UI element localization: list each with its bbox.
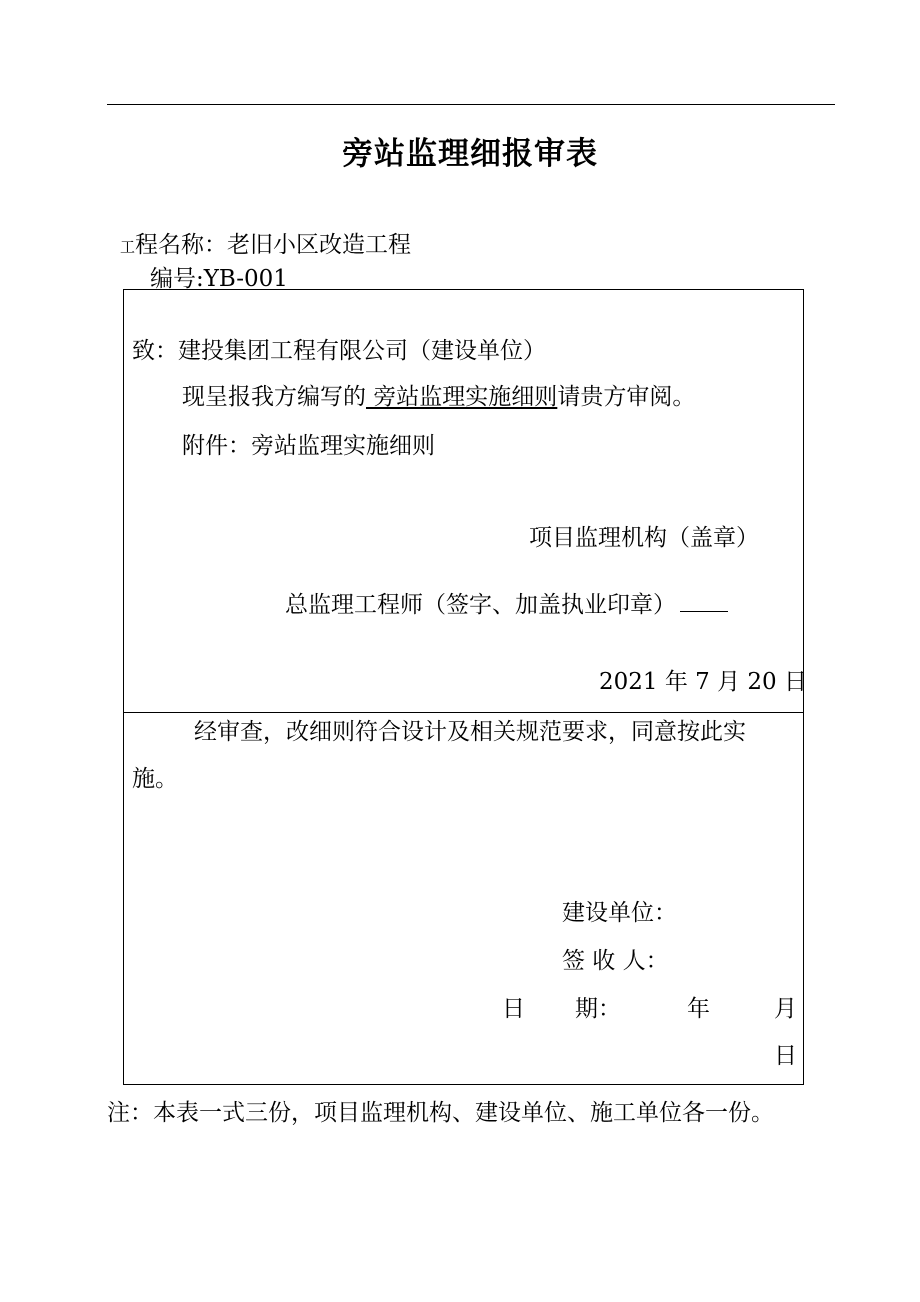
attachment-line: 附件：旁站监理实施细则: [182, 433, 435, 459]
project-name-line: [120, 226, 411, 259]
footnote: 注：本表一式三份，项目监理机构、建设单位、施工单位各一份。: [107, 1100, 774, 1126]
construction-unit-label: 建设单位：: [562, 900, 677, 926]
review-day-label: 日: [774, 1043, 797, 1069]
supervision-org-seal: 项目监理机构（盖章）: [529, 525, 759, 551]
signature-blank[interactable]: [680, 591, 728, 612]
project-name: 老旧小区改造工程: [227, 232, 412, 258]
review-month-label: 月: [774, 996, 797, 1022]
submission-date: 2021 年 7 月 20 日: [599, 669, 807, 695]
chief-engineer-signature: [285, 591, 728, 617]
form-title: 旁站监理细报审表: [342, 136, 598, 172]
review-date-label-qi: 期：: [575, 996, 621, 1022]
project-label-prefix: 工: [120, 238, 136, 256]
review-date-label-ri: 日: [502, 996, 525, 1022]
review-opinion-line-2: 施。: [132, 766, 178, 792]
receiver-label: 签 收 人：: [562, 948, 669, 974]
submission-body-prefix: 现呈报我方编写的: [182, 384, 366, 410]
chief-engineer-label: 总监理工程师（签字、加盖执业印章）: [285, 592, 676, 618]
code-label: 编号:: [150, 266, 204, 292]
code-value: YB-001: [203, 266, 288, 292]
addressee: 致：建投集团工程有限公司（建设单位）: [132, 338, 546, 364]
review-year-label: 年: [687, 996, 710, 1022]
section-divider: [124, 712, 803, 713]
submission-body: [182, 386, 695, 409]
header-rule: [107, 104, 835, 105]
submission-body-suffix: 请贵方审阅。: [557, 384, 696, 410]
form-table: [123, 289, 807, 1085]
review-opinion-line-1: 经审查，改细则符合设计及相关规范要求，同意按此实: [194, 719, 746, 745]
submission-document-name: 旁站监理实施细则: [366, 384, 558, 410]
project-label: 程名称：: [135, 232, 228, 258]
